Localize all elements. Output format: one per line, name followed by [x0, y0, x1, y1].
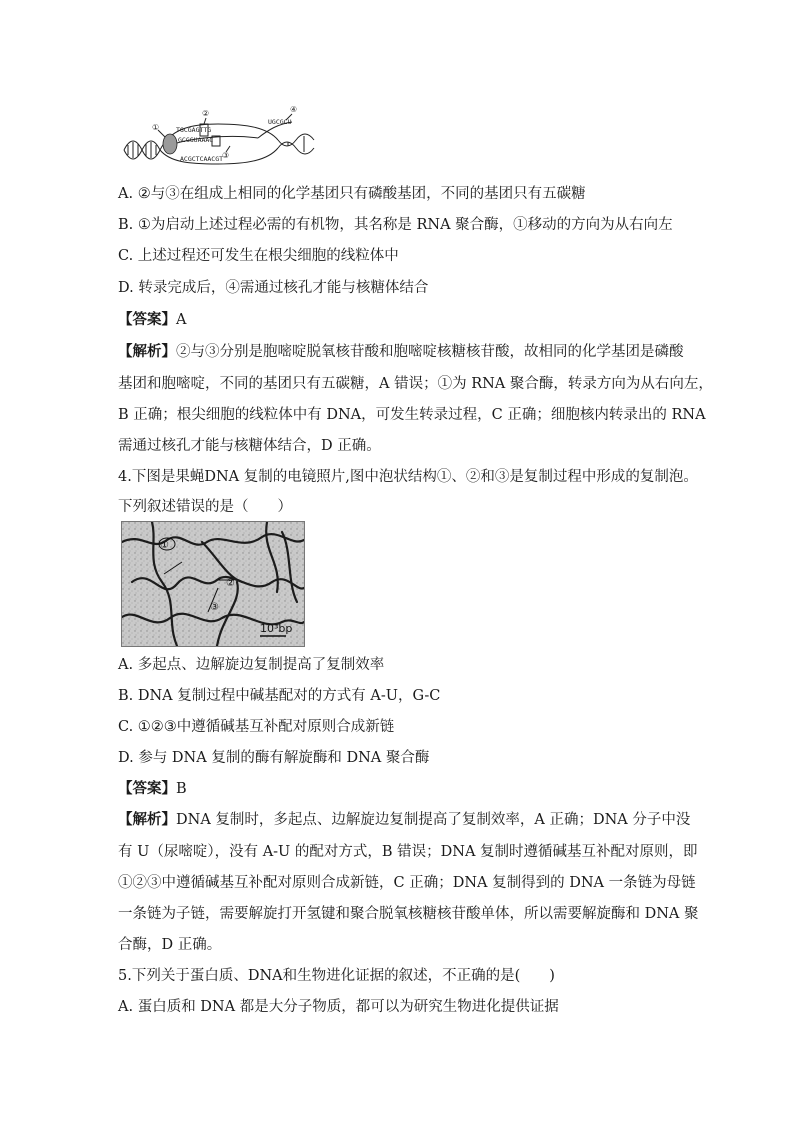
- q3-analysis-line-1: [118, 342, 684, 362]
- answer-label: 【答案】: [118, 780, 176, 797]
- analysis-label: 【解析】: [118, 343, 176, 360]
- mid-strand-sequence: GCGGUAAAC: [178, 136, 214, 144]
- electron-micrograph: [121, 521, 305, 647]
- q3-analysis-line-4: 需通过核孔才能与核糖体结合，D 正确。: [118, 438, 381, 454]
- label-1: ①: [152, 123, 160, 132]
- q4-stem-line-2: 下列叙述错误的是（ ）: [118, 499, 292, 515]
- analysis-text: DNA 复制时，多起点、边解旋边复制提高了复制效率，A 正确；DNA 分子中没: [176, 812, 691, 828]
- q4-answer: [118, 779, 678, 799]
- q3-option-c: C. 上述过程还可发生在根尖细胞的线粒体中: [118, 248, 399, 264]
- rna-tail-sequence: UGCGCU: [268, 118, 292, 126]
- q3-option-d: D. 转录完成后，④需通过核孔才能与核糖体结合: [118, 280, 429, 296]
- q4-option-b: B. DNA 复制过程中碱基配对的方式有 A-U，G-C: [118, 688, 441, 704]
- transcription-diagram: [118, 100, 318, 166]
- q4-analysis-line-5: 合酶，D 正确。: [118, 937, 222, 953]
- q3-answer: [118, 310, 678, 330]
- answer-label: 【答案】: [118, 311, 176, 328]
- q3-analysis-line-2: 基团和胞嘧啶，不同的基团只有五碳糖，A 错误；①为 RNA 聚合酶，转录方向为从右向左，: [118, 376, 713, 392]
- photo-label-1: ①: [160, 540, 169, 551]
- q5-stem: 5.下列关于蛋白质、DNA和生物进化证据的叙述，不正确的是( ): [118, 968, 555, 984]
- q4-stem-line-1: 4.下图是果蝇DNA 复制的电镜照片,图中泡状结构①、②和③是复制过程中形成的复制泡。: [118, 469, 698, 485]
- analysis-label: 【解析】: [118, 811, 176, 828]
- q4-analysis-line-4: 一条链为子链，需要解旋打开氢键和聚合脱氧核糖核苷酸单体，所以需要解旋酶和 DNA 聚: [118, 906, 699, 922]
- answer-value: A: [176, 312, 187, 328]
- label-2: ②: [202, 109, 210, 118]
- q4-option-c: C. ①②③中遵循碱基互补配对原则合成新链: [118, 719, 395, 735]
- q3-option-b: B. ①为启动上述过程必需的有机物，其名称是 RNA 聚合酶，①移动的方向为从右向左: [118, 217, 673, 233]
- photo-label-3: ③: [210, 602, 219, 613]
- q4-analysis-line-1: [118, 810, 691, 830]
- q4-analysis-line-2: 有 U（尿嘧啶），没有 A-U 的配对方式，B 错误；DNA 复制时遵循碱基互补配对原则，即: [118, 844, 698, 860]
- q3-analysis-line-3: B 正确；根尖细胞的线粒体中有 DNA，可发生转录过程，C 正确；细胞核内转录出的 RNA: [118, 407, 706, 423]
- enzyme-shape: [163, 134, 177, 154]
- q4-option-a: A. 多起点、边解旋边复制提高了复制效率: [118, 657, 385, 673]
- answer-value: B: [176, 781, 187, 797]
- q5-option-a: A. 蛋白质和 DNA 都是大分子物质，都可以为研究生物进化提供证据: [118, 999, 559, 1015]
- q4-option-d: D. 参与 DNA 复制的酶有解旋酶和 DNA 聚合酶: [118, 750, 430, 766]
- photo-label-2: ②: [226, 578, 235, 589]
- scale-bar-label: 10³bp: [260, 622, 293, 635]
- q4-analysis-line-3: ①②③中遵循碱基互补配对原则合成新链，C 正确；DNA 复制得到的 DNA 一条链为母链: [118, 875, 696, 891]
- label-4: ④: [290, 105, 298, 114]
- analysis-text: ②与③分别是胞嘧啶脱氧核苷酸和胞嘧啶核糖核苷酸，故相同的化学基团是磷酸: [176, 344, 684, 360]
- label-3: ③: [222, 151, 230, 160]
- q3-option-a: A. ②与③在组成上相同的化学基团只有磷酸基团，不同的基团只有五碳糖: [118, 186, 586, 202]
- top-strand-sequence: TGCGAGTTG: [176, 126, 212, 134]
- bottom-strand-sequence: ACGCTCAACGT: [180, 155, 224, 163]
